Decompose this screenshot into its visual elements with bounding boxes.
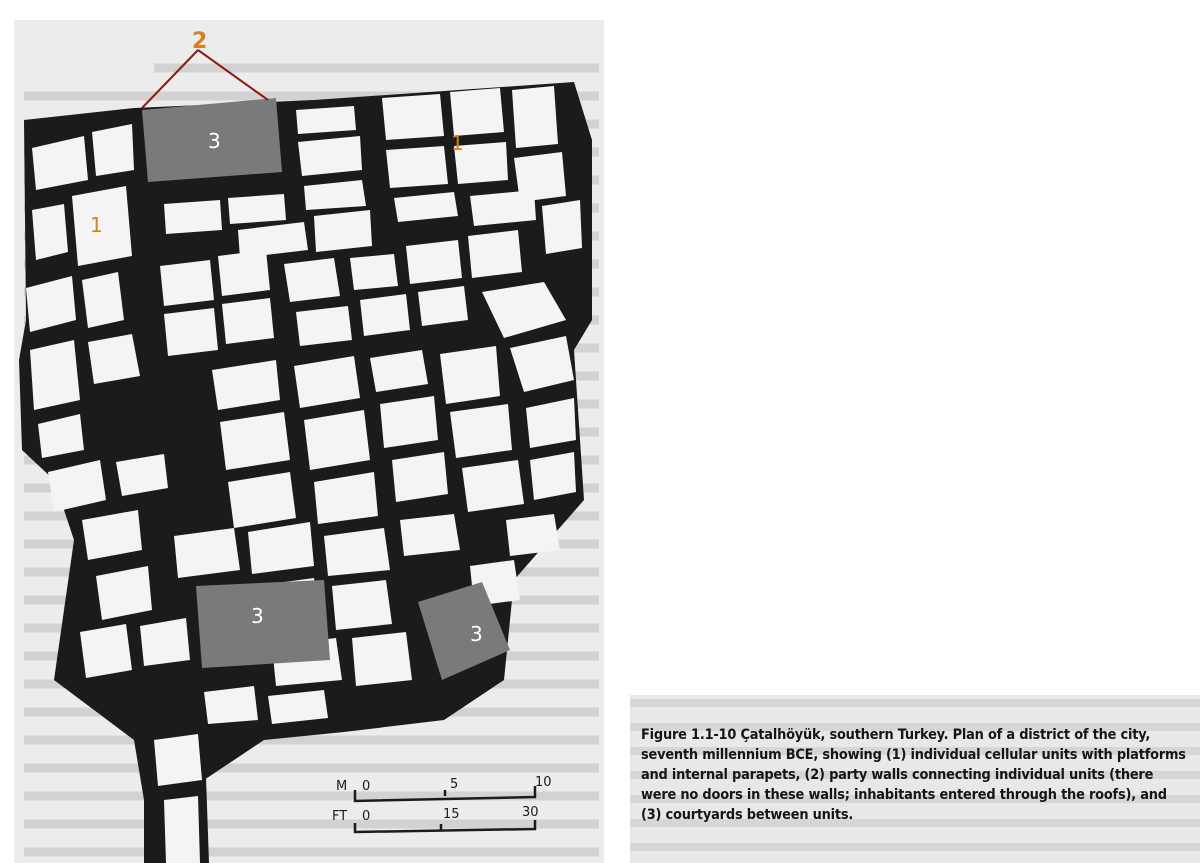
label-cellular-unit-right: 1 — [451, 131, 464, 155]
scale-m-tick-0: 0 — [362, 779, 371, 794]
caption-box — [630, 695, 1200, 863]
scale-ft-tick-15: 15 — [443, 807, 460, 822]
scale-ft-tick-0: 0 — [362, 809, 371, 824]
scale-m-tick-10: 10 — [535, 775, 552, 790]
scale-ft-tick-30: 30 — [522, 805, 539, 820]
label-cellular-unit-left: 1 — [90, 213, 103, 237]
label-courtyard-bottom-left: 3 — [251, 604, 264, 628]
label-courtyard-bottom-right: 3 — [470, 622, 483, 646]
label-courtyard-top: 3 — [208, 129, 221, 153]
label-party-wall: 2 — [192, 29, 208, 54]
city-district-plan — [14, 20, 604, 863]
figure-caption: Figure 1.1-10 Çatalhöyük, southern Turkey. Plan of a district of the city, seventh millennium BCE, showing (1) individual cellular units with platforms and internal parapets, (2) party walls connecting individual units (there were no doors in these walls; inhabitants entered through the roofs), and (3) courtyards between units. — [641, 727, 1186, 823]
scale-ft-label: FT — [332, 809, 348, 824]
scale-m-label: M — [336, 779, 348, 794]
scale-m-tick-5: 5 — [450, 777, 459, 792]
plan-page — [14, 20, 604, 863]
